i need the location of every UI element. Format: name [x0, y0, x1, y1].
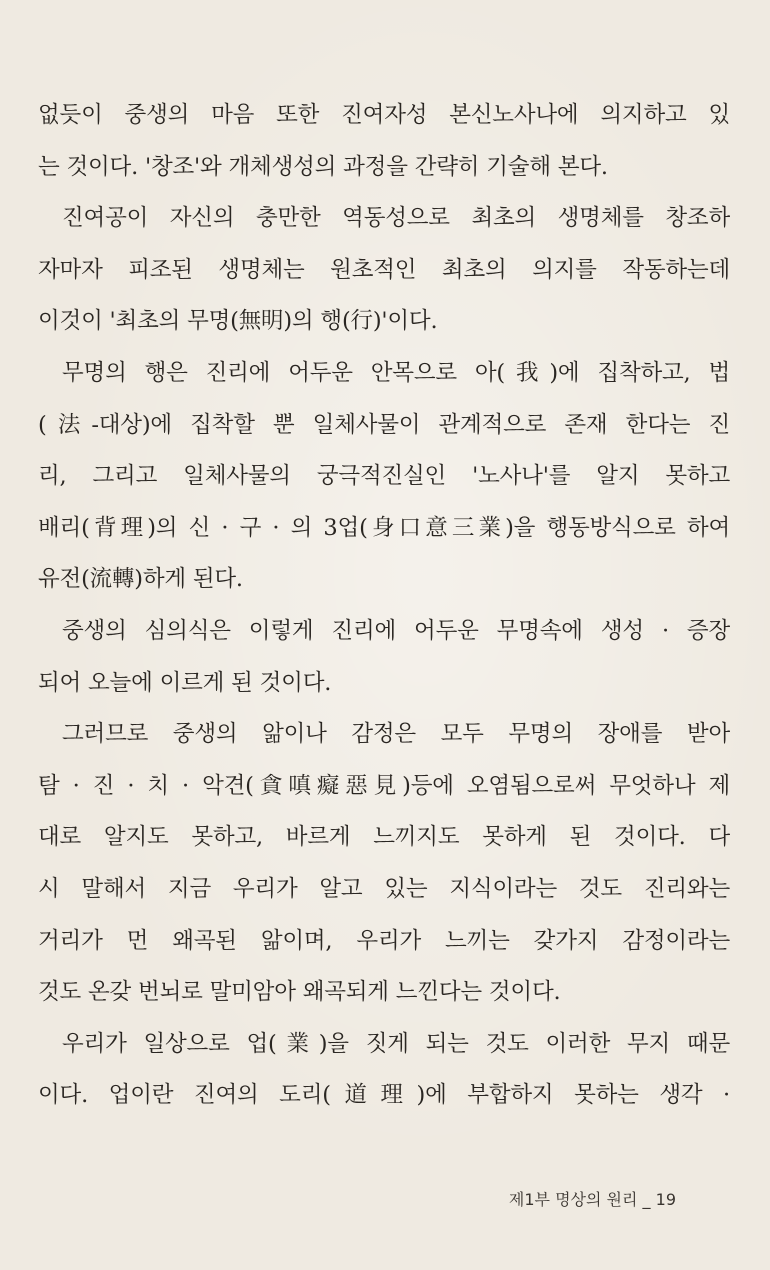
text-line: 리, 그리고 일체사물의 궁극적진실인 '노사나'를 알지 못하고: [38, 463, 730, 490]
text-line: 그러므로 중생의 앎이나 감정은 모두 무명의 장애를 받아: [62, 721, 730, 748]
text-line: 탐 · 진 · 치 · 악견(貪嗔癡惡見)등에 오염됨으로써 무엇하나 제: [38, 772, 730, 799]
text-line: 이다. 업이란 진여의 도리(道理)에 부합하지 못하는 생각 ·: [38, 1082, 730, 1109]
text-line: 중생의 심의식은 이렇게 진리에 어두운 무명속에 생성 · 증장: [62, 617, 730, 644]
text-line: 이것이 '최초의 무명(無明)의 행(行)'이다.: [38, 308, 438, 335]
text-line: 진여공이 자신의 충만한 역동성으로 최초의 생명체를 창조하: [62, 205, 730, 232]
text-line: 무명의 행은 진리에 어두운 안목으로 아(我)에 집착하고, 법: [62, 359, 730, 386]
text-line: 시 말해서 지금 우리가 알고 있는 지식이라는 것도 진리와는: [38, 875, 730, 902]
text-line: 유전(流轉)하게 된다.: [38, 566, 243, 593]
text-line: 는 것이다. '창조'와 개체생성의 과정을 간략히 기술해 본다.: [38, 153, 608, 180]
text-line: 거리가 먼 왜곡된 앎이며, 우리가 느끼는 갖가지 감정이라는: [38, 927, 730, 954]
text-line: 배리(背理)의 신 · 구 · 의 3업(身口意三業)을 행동방식으로 하여: [38, 514, 730, 541]
text-line: 대로 알지도 못하고, 바르게 느끼지도 못하게 된 것이다. 다: [38, 824, 730, 851]
text-line: 없듯이 중생의 마음 또한 진여자성 본신노사나에 의지하고 있: [38, 102, 730, 128]
text-line: 되어 오늘에 이르게 된 것이다.: [38, 669, 332, 696]
body-text: [38, 90, 730, 1122]
text-line: 우리가 일상으로 업(業)을 짓게 되는 것도 이러한 무지 때문: [62, 1030, 730, 1057]
text-line: (法-대상)에 집착할 뿐 일체사물이 관계적으로 존재 한다는 진: [38, 411, 730, 438]
text-line: 자마자 피조된 생명체는 원초적인 최초의 의지를 작동하는데: [38, 256, 730, 283]
page-footer: 제1부 명상의 원리 _ 19: [508, 1190, 676, 1209]
text-line: 것도 온갖 번뇌로 말미암아 왜곡되게 느낀다는 것이다.: [38, 979, 561, 1006]
